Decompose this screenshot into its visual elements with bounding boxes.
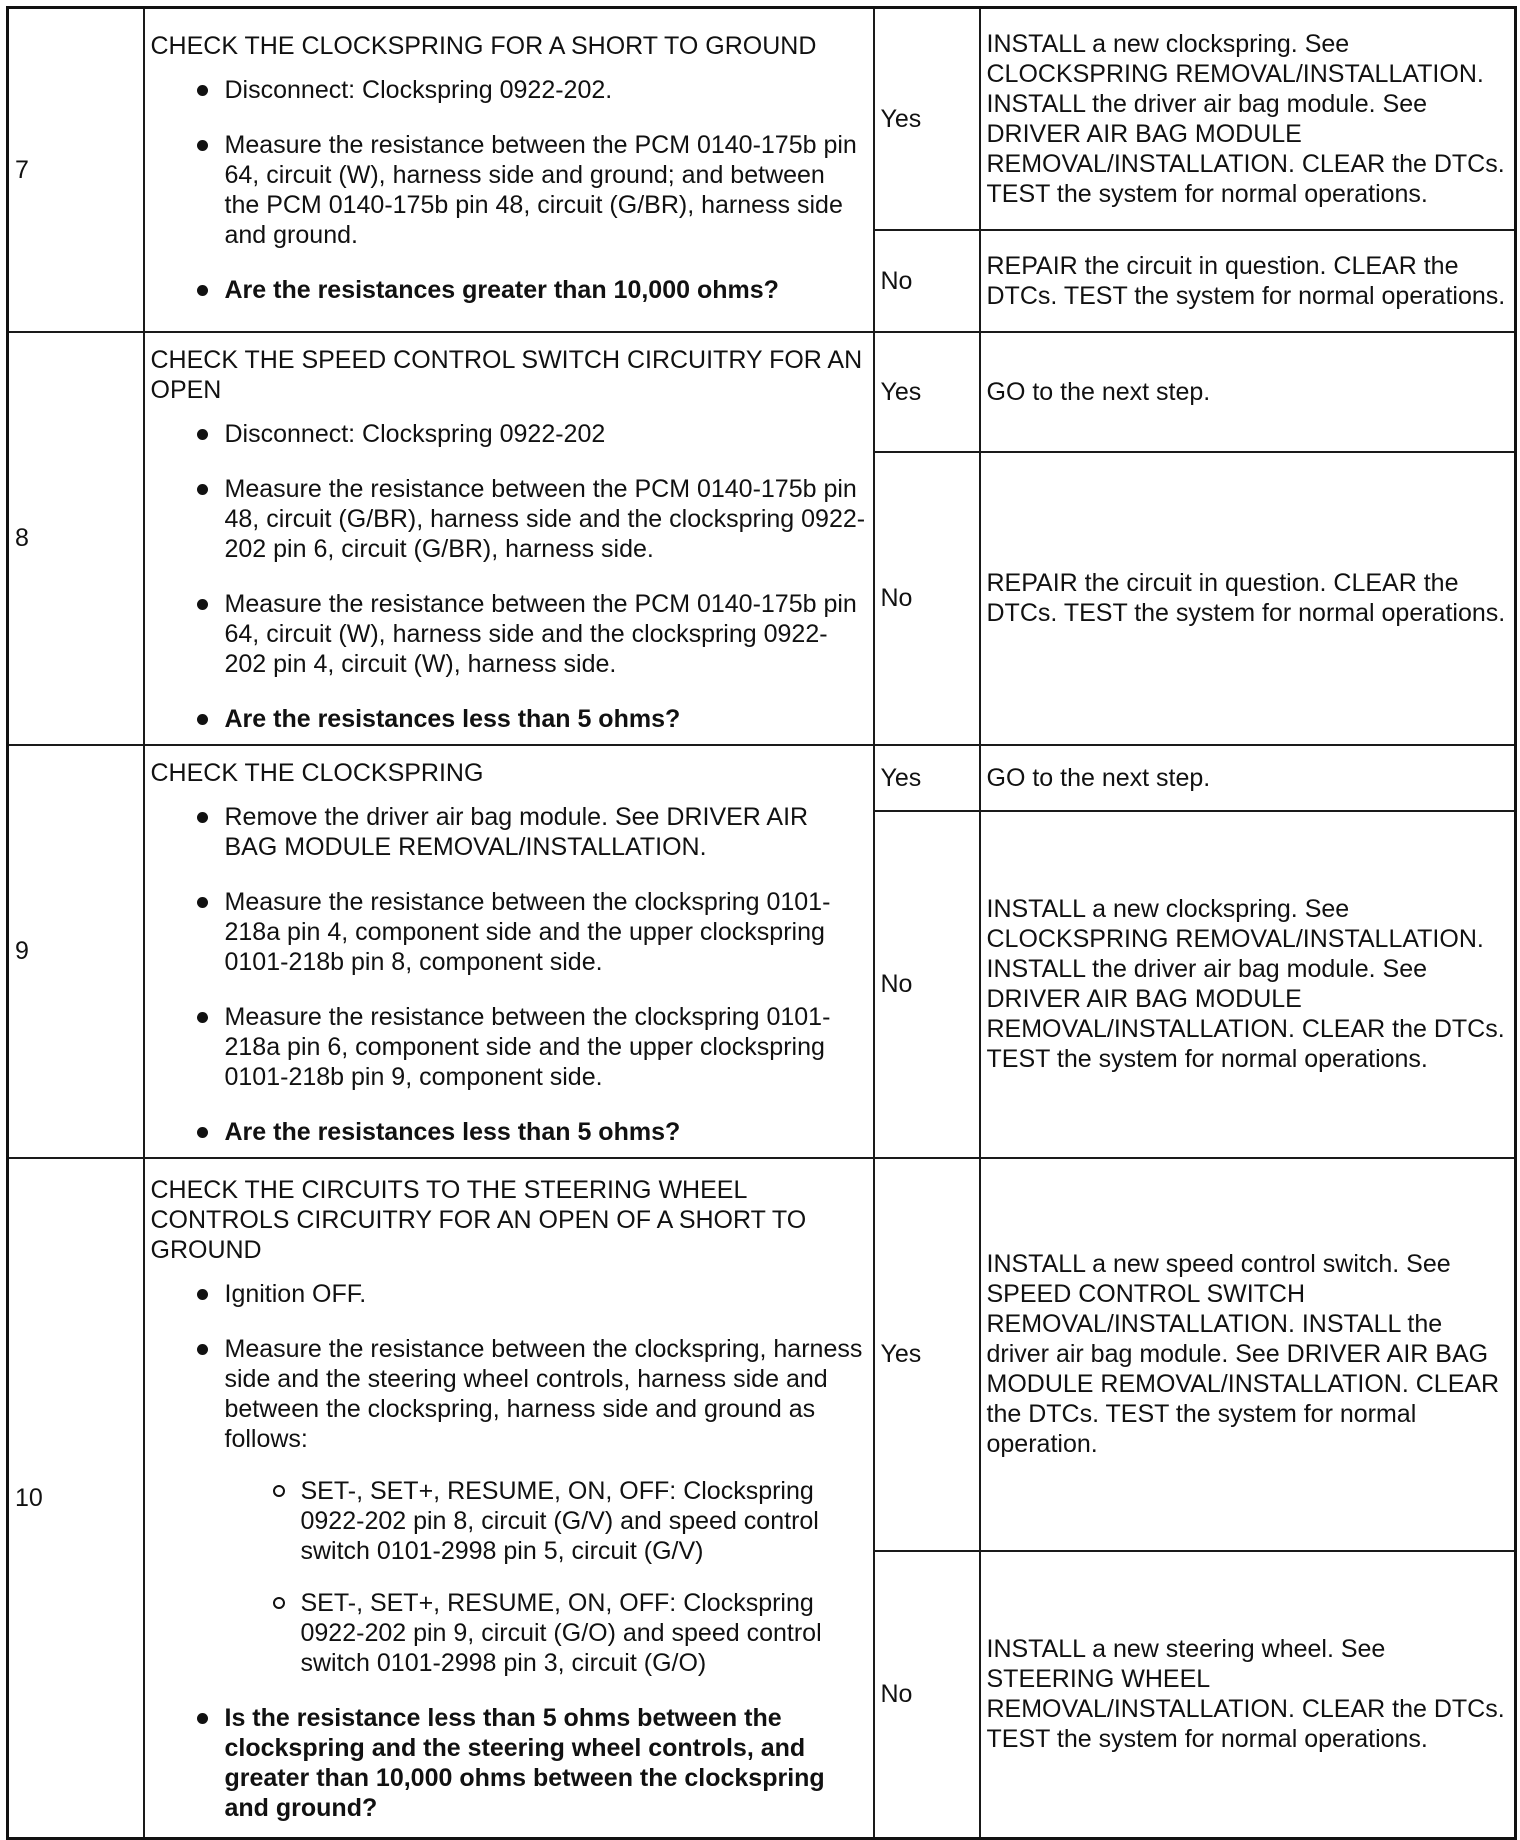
step-question: Is the resistance less than 5 ohms between the clockspring and the steering wheel controls, and greater than 10,000 ohms between the clockspring and ground?	[151, 1703, 867, 1823]
step-title: CHECK THE CLOCKSPRING	[150, 758, 484, 787]
step-title: CHECK THE CIRCUITS TO THE STEERING WHEEL CONTROLS CIRCUITRY FOR AN OPEN OF A SHORT TO GROUND	[150, 1175, 807, 1264]
step-title: CHECK THE CLOCKSPRING FOR A SHORT TO GROUND	[150, 31, 817, 60]
step-bullet: Measure the resistance between the clockspring 0101-218a pin 4, component side and the upper clockspring 0101-218b pin 8, component side.	[151, 887, 867, 977]
yes-label: Yes	[874, 8, 980, 230]
step-number: 7	[8, 8, 144, 332]
yes-result: INSTALL a new clockspring. See CLOCKSPRING REMOVAL/INSTALLATION. INSTALL the driver air bag module. See DRIVER AIR BAG MODULE REMOVAL/INSTALLATION. CLEAR the DTCs. TEST the system for normal operations.	[980, 8, 1516, 230]
step-row-yes	[8, 8, 1516, 230]
step-bullet	[151, 1334, 867, 1678]
step-bullet: Disconnect: Clockspring 0922-202	[151, 419, 867, 449]
no-result: REPAIR the circuit in question. CLEAR the DTCs. TEST the system for normal operations.	[980, 452, 1516, 745]
step-bullet-list	[151, 1279, 867, 1823]
step-bullet-text: Measure the resistance between the clockspring, harness side and the steering wheel controls, harness side and between the clockspring, harness side and ground as follows:	[224, 1334, 863, 1453]
step-title: CHECK THE SPEED CONTROL SWITCH CIRCUITRY FOR AN OPEN	[150, 345, 863, 404]
step-number: 10	[8, 1158, 144, 1839]
no-result: INSTALL a new clockspring. See CLOCKSPRING REMOVAL/INSTALLATION. INSTALL the driver air bag module. See DRIVER AIR BAG MODULE REMOVAL/INSTALLATION. CLEAR the DTCs. TEST the system for normal operations.	[980, 811, 1516, 1158]
no-result: REPAIR the circuit in question. CLEAR the DTCs. TEST the system for normal operations.	[980, 230, 1516, 332]
step-action	[144, 332, 874, 745]
yes-result: GO to the next step.	[980, 332, 1516, 452]
step-number: 8	[8, 332, 144, 745]
yes-result: GO to the next step.	[980, 745, 1516, 811]
step-bullet: Measure the resistance between the PCM 0140-175b pin 48, circuit (G/BR), harness side and the clockspring 0922-202 pin 6, circuit (G/BR), harness side.	[151, 474, 867, 564]
no-label: No	[874, 452, 980, 745]
sub-bullet: SET-, SET+, RESUME, ON, OFF: Clockspring 0922-202 pin 9, circuit (G/O) and speed control switch 0101-2998 pin 3, circuit (G/O)	[225, 1588, 867, 1678]
no-label: No	[874, 1551, 980, 1839]
step-question: Are the resistances less than 5 ohms?	[151, 1117, 867, 1147]
no-result: INSTALL a new steering wheel. See STEERING WHEEL REMOVAL/INSTALLATION. CLEAR the DTCs. TEST the system for normal operations.	[980, 1551, 1516, 1839]
step-bullet-list	[151, 419, 867, 734]
step-bullet: Measure the resistance between the PCM 0140-175b pin 64, circuit (W), harness side and ground; and between the PCM 0140-175b pin 48, circuit (G/BR), harness side and ground.	[151, 130, 867, 250]
no-label: No	[874, 230, 980, 332]
diagnostic-table	[6, 6, 1517, 1840]
yes-label: Yes	[874, 1158, 980, 1551]
step-bullet-list	[151, 75, 867, 305]
yes-label: Yes	[874, 745, 980, 811]
sub-bullet-list	[225, 1476, 867, 1678]
step-question: Are the resistances greater than 10,000 ohms?	[151, 275, 867, 305]
step-number: 9	[8, 745, 144, 1158]
step-action	[144, 8, 874, 332]
step-bullet: Disconnect: Clockspring 0922-202.	[151, 75, 867, 105]
step-bullet: Ignition OFF.	[151, 1279, 867, 1309]
step-bullet: Measure the resistance between the clockspring 0101-218a pin 6, component side and the upper clockspring 0101-218b pin 9, component side.	[151, 1002, 867, 1092]
step-row-yes	[8, 745, 1516, 811]
step-question: Are the resistances less than 5 ohms?	[151, 704, 867, 734]
step-action	[144, 1158, 874, 1839]
step-action	[144, 745, 874, 1158]
step-row-yes	[8, 1158, 1516, 1551]
step-row-yes	[8, 332, 1516, 452]
yes-result: INSTALL a new speed control switch. See SPEED CONTROL SWITCH REMOVAL/INSTALLATION. INSTALL the driver air bag module. See DRIVER AIR BAG MODULE REMOVAL/INSTALLATION. CLEAR the DTCs. TEST the system for normal operation.	[980, 1158, 1516, 1551]
step-bullet-list	[151, 802, 867, 1147]
sub-bullet: SET-, SET+, RESUME, ON, OFF: Clockspring 0922-202 pin 8, circuit (G/V) and speed control switch 0101-2998 pin 5, circuit (G/V)	[225, 1476, 867, 1566]
yes-label: Yes	[874, 332, 980, 452]
step-bullet: Measure the resistance between the PCM 0140-175b pin 64, circuit (W), harness side and the clockspring 0922-202 pin 4, circuit (W), harness side.	[151, 589, 867, 679]
no-label: No	[874, 811, 980, 1158]
step-bullet: Remove the driver air bag module. See DRIVER AIR BAG MODULE REMOVAL/INSTALLATION.	[151, 802, 867, 862]
